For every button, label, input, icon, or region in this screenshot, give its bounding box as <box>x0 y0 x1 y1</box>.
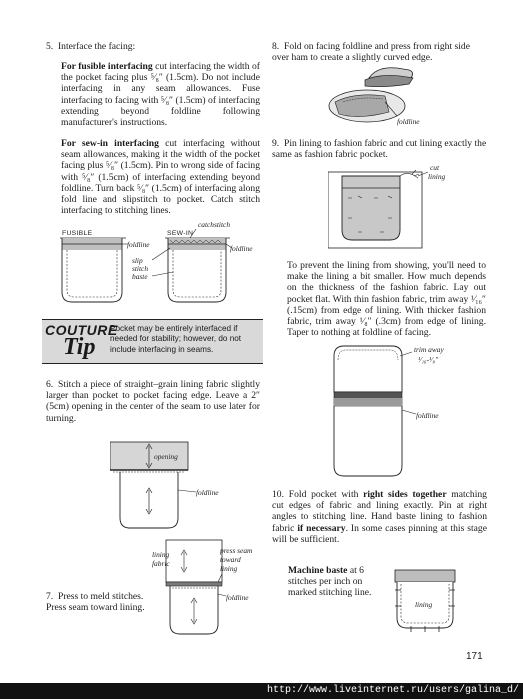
fig-label-stitch: stitch <box>132 264 149 273</box>
step10-part-d: if necessary <box>297 522 346 534</box>
fig9-label-lining: lining <box>428 172 446 181</box>
watermark-bar <box>0 683 523 699</box>
step10-part-c: matching cut edges of fabric and lining exactly. Pin at right angles to stitching line. Hand baste lining to fashion fabric <box>272 489 487 534</box>
fig-label-baste: baste <box>132 272 148 281</box>
couture-tip-logo-bottom: Tip <box>63 334 96 360</box>
interfacing-figure <box>60 220 270 310</box>
fusible-body: cut interfacing the width of the pocket facing plus ⁵⁄₈″ (1.5cm). Do not include interfacing in any seam allowances. Fuse interfacing to facing with ⁵⁄₈″ (1.5cm) of interfacing extending beyond foldline following manufacturer's instructions. <box>61 61 260 129</box>
watermark-url: http://www.liveinternet.ru/users/galina_d/ <box>266 685 519 696</box>
couture-tip-logo-top: COUTURE <box>45 322 118 338</box>
fig7-label-foldline: foldline <box>226 593 249 602</box>
machine-baste-lead: Machine baste <box>288 565 348 576</box>
step8-figure <box>325 62 455 128</box>
sewin-lead: For sew-in interfacing <box>61 138 159 149</box>
step10-part-b: right sides together <box>363 489 447 500</box>
fig-label-foldline-b: foldline <box>230 244 253 253</box>
trim-figure <box>332 342 482 482</box>
fig8-label-foldline: foldline <box>397 117 420 126</box>
fig7-label-toward: toward <box>220 555 241 564</box>
trim-label-amount: ¹⁄₁₆-¹⁄₈″ <box>418 355 439 364</box>
fig-label-catchstitch: catchstitch <box>198 220 231 229</box>
fig9-label-cut: cut <box>430 163 440 172</box>
sewin-body: cut interfacing without seam allowances, making it the width of the pocket facing plus ⁵⁄₈″ (1.5cm). Pin to wrong side of facing with ⁵⁄₈″ (1.5cm) of interfacing extending beyond foldline. Turn back ⁵⁄₈″ (1.5cm) of interfacing along fold line and slipstitch to pocket. Catch stitch interfacing to stitching lines. <box>61 138 260 217</box>
step7-figure <box>148 538 268 638</box>
couture-tip-logo <box>45 322 118 362</box>
couture-tip-text: Pocket may be entirely interfaced if needed for stability; however, do not include interfacing in seams. <box>110 324 242 354</box>
step8-paragraph: 8. Fold on facing foldline and press from right side over ham to create a slightly curved edge. <box>272 41 470 64</box>
step10-figure <box>393 566 457 638</box>
step9-paragraph: 9. Pin lining to fashion fabric and cut lining exactly the same as fashion fabric pocket. <box>272 138 487 161</box>
fig-label-sewin: SEW-IN <box>167 230 194 237</box>
step10-paragraph <box>272 489 487 545</box>
step10-part-a: 10. Fold pocket with <box>272 489 364 500</box>
machine-baste-body: at 6 stitches per inch on marked stitching line. <box>288 565 372 599</box>
fig-label-fusible: FUSIBLE <box>62 230 93 237</box>
couture-tip-box <box>42 319 263 364</box>
step5-title: 5. Interface the facing: <box>46 41 136 52</box>
trim-label-foldline: foldline <box>416 411 439 420</box>
fusible-paragraph <box>61 61 260 128</box>
sewin-paragraph <box>61 138 260 216</box>
page-number: 171 <box>466 651 483 662</box>
fig-label-foldline-a: foldline <box>127 240 150 249</box>
fig6-label-opening: opening <box>154 452 178 461</box>
step7-paragraph: 7. Press to meld stitches. Press seam toward lining. <box>46 591 145 614</box>
step6-paragraph: 6. Stitch a piece of straight–grain lining fabric slightly larger than pocket to pocket facing edge. Leave a 2″ (5cm) opening in the center of the seam to use later for turning. <box>46 379 260 424</box>
fig10-label-lining: lining <box>415 600 433 609</box>
step9-figure <box>328 162 458 250</box>
fig7-label-lining: lining <box>152 550 170 559</box>
step6-figure <box>110 440 240 535</box>
fig6-label-foldline: foldline <box>196 488 219 497</box>
fig7-label-press-seam: press seam <box>220 546 253 555</box>
trim-label-trim-away: trim away <box>414 345 444 354</box>
prevent-paragraph: To prevent the lining from showing, you'll need to make the lining a bit smaller. How much depends on the thickness of the fashion fabric. Lay out pocket flat. With thin fashion fabric, trim away ¹⁄₁₆″ (.15cm) from edge of lining. With thicker fashion fabric, trim away ¹⁄₈″ (.3cm) from edge of lining. Taper to nothing at foldline of facing. <box>287 260 486 339</box>
fig-label-slip: slip <box>132 256 143 265</box>
fig7-label-fabric: fabric <box>152 559 170 568</box>
step10-part-e: . In some cases pinning at this stage will be sufficient. <box>272 522 487 545</box>
fusible-lead: For fusible interfacing <box>61 61 153 72</box>
machine-baste-paragraph <box>288 565 380 599</box>
fig7-label-lining2: lining <box>220 564 238 573</box>
